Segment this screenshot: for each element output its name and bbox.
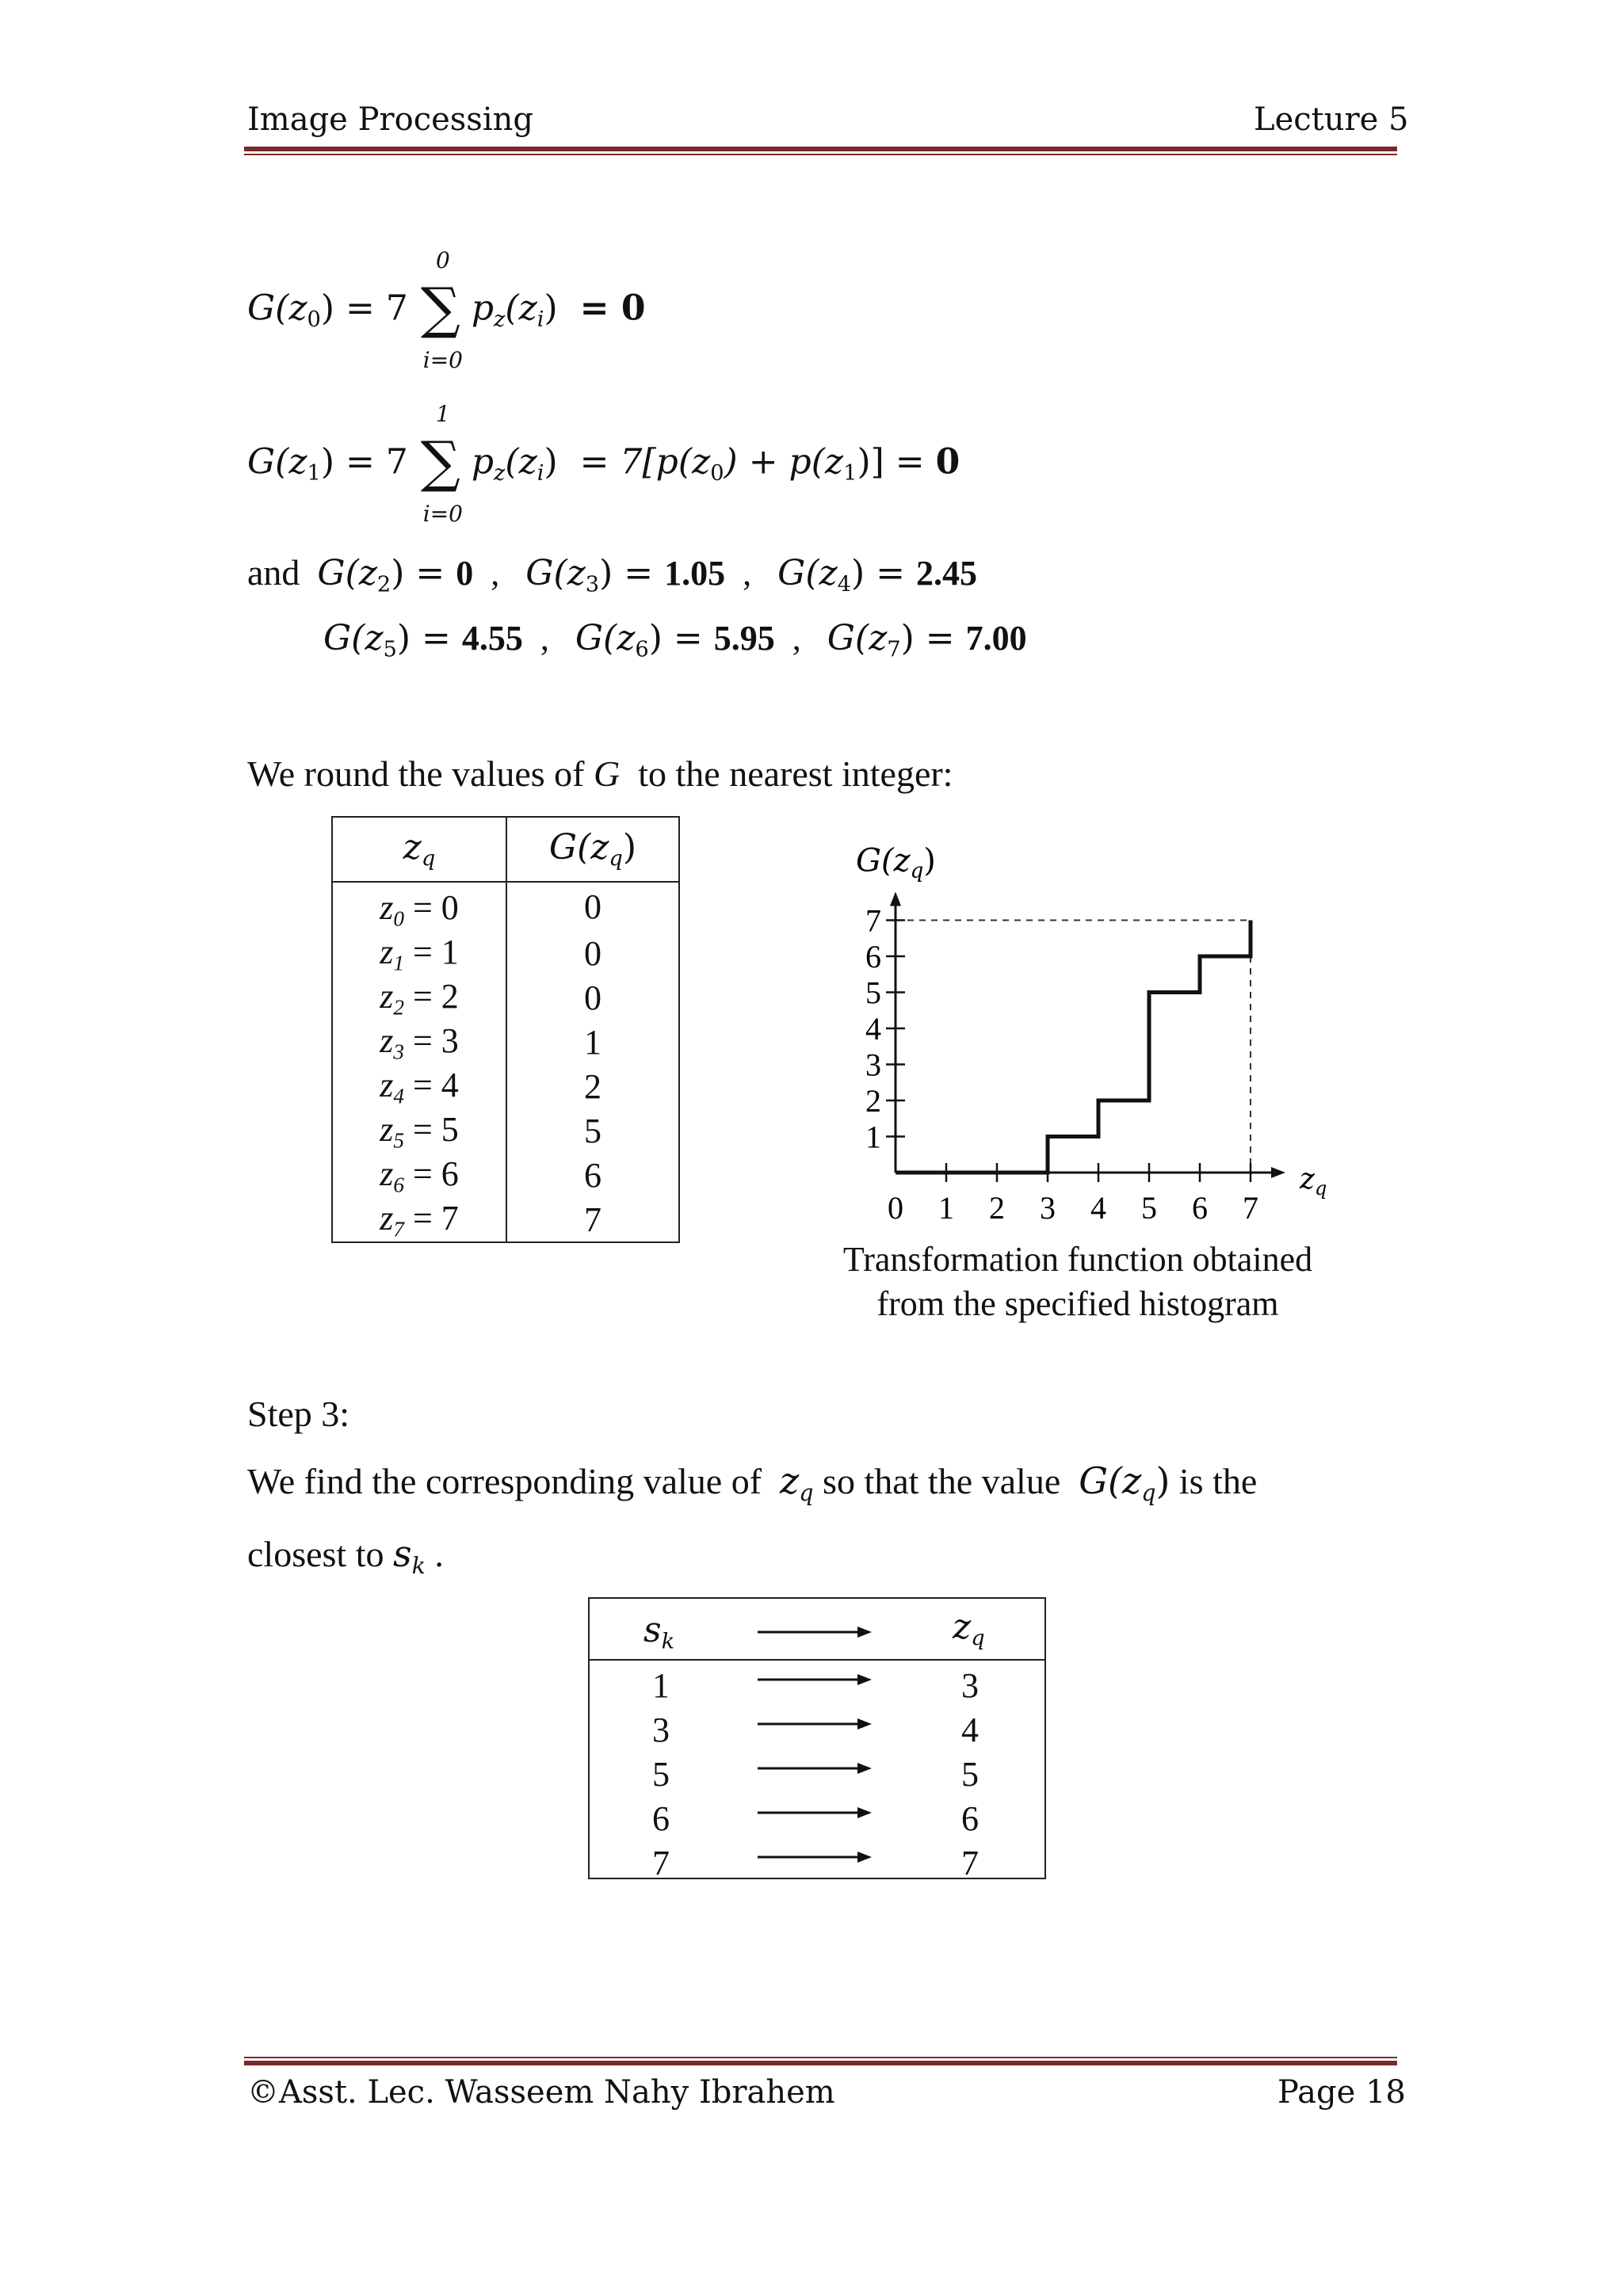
arrow-icon bbox=[756, 1849, 875, 1865]
x-tick-label: 7 bbox=[1243, 1190, 1258, 1226]
table-row: $z_7 = 7$ 7 bbox=[332, 1198, 679, 1243]
x-tick-label: 2 bbox=[989, 1190, 1005, 1226]
step3-line-2: closest to $s_k$ . bbox=[247, 1532, 444, 1580]
header-rule-thin bbox=[244, 154, 1397, 155]
y-tick-label: 1 bbox=[865, 1119, 881, 1155]
y-tick-label: 3 bbox=[865, 1047, 881, 1083]
y-tick-label: 5 bbox=[865, 974, 881, 1011]
series-line bbox=[896, 921, 1251, 1173]
y-axis-arrow-icon bbox=[890, 892, 901, 906]
arrow-icon bbox=[756, 1716, 875, 1732]
round-text: We round the values of G to the nearest integer: bbox=[247, 753, 953, 794]
chart-caption-line-1: Transformation function obtained bbox=[842, 1240, 1313, 1279]
x-tick-label: 4 bbox=[1090, 1190, 1106, 1226]
equation-g1: $G(z_1) = 7$ 1 ∑ i=0 $p_z(z_i) = 7[p(z_0) + p(z_1)] = 0$ bbox=[247, 401, 960, 527]
y-axis-label: $G(z_q)$ bbox=[856, 842, 936, 883]
mapping-zq-value: 7 bbox=[961, 1844, 979, 1882]
table-row: $z_5 = 5$ 5 bbox=[332, 1109, 679, 1154]
mapping-sk-value: 1 bbox=[652, 1666, 670, 1705]
header-title: Image Processing bbox=[247, 101, 533, 138]
x-tick-label: 6 bbox=[1192, 1190, 1208, 1226]
mapping-sk-value: 5 bbox=[652, 1755, 670, 1794]
sum-symbol: 0 ∑ i=0 bbox=[420, 247, 463, 373]
mapping-sk-value: 6 bbox=[652, 1799, 670, 1838]
step3-line-1: We find the corresponding value of $z_q$ so that the value $G(z_q)$ is the bbox=[247, 1459, 1258, 1507]
g-table-head-gzq: $G(z_q)$ bbox=[548, 827, 637, 871]
mapping-sk-value: 7 bbox=[652, 1844, 670, 1882]
arrow-icon bbox=[756, 1760, 875, 1776]
footer-rule-thin bbox=[244, 2057, 1397, 2058]
x-tick-label: 1 bbox=[938, 1190, 954, 1226]
x-tick-label: 0 bbox=[888, 1190, 903, 1226]
g-table bbox=[331, 816, 680, 1243]
y-tick-label: 4 bbox=[865, 1011, 881, 1047]
header-rule-thick bbox=[244, 147, 1397, 151]
transformation-chart bbox=[792, 816, 1347, 1244]
equation-line-3: and $G(z_2) = 0$ , $G(z_3) = 1.05$ , $G(z_4) = 2.45$ bbox=[247, 552, 978, 597]
step3-title: Step 3: bbox=[247, 1394, 350, 1434]
footer-page-number: Page 18 bbox=[1277, 2074, 1406, 2111]
chart-caption bbox=[761, 1238, 1395, 1326]
mapping-zq-value: 6 bbox=[961, 1799, 979, 1838]
g-table-head-zq: $z_q$ bbox=[332, 817, 506, 882]
table-row: $z_2 = 2$ 0 bbox=[332, 976, 679, 1020]
table-row: $z_4 = 4$ 2 bbox=[332, 1065, 679, 1109]
arrow-icon bbox=[756, 1672, 875, 1688]
x-axis-label: $z_q$ bbox=[1300, 1163, 1327, 1199]
chart-caption-line-2: from the specified histogram bbox=[876, 1284, 1279, 1323]
header-lecture: Lecture 5 bbox=[1254, 101, 1409, 138]
mapping-head-zq: $z_q$ bbox=[953, 1607, 985, 1651]
mapping-zq-value: 5 bbox=[961, 1755, 979, 1794]
equation-line-4: $G(z_5) = 4.55$ , $G(z_6) = 5.95$ , $G(z_7) = 7.00$ bbox=[323, 618, 1027, 662]
arrow-icon bbox=[756, 1624, 875, 1640]
mapping-table-divider bbox=[590, 1659, 1044, 1661]
x-axis-arrow-icon bbox=[1271, 1167, 1285, 1178]
y-tick-label: 6 bbox=[865, 939, 881, 974]
x-tick-label: 5 bbox=[1141, 1190, 1157, 1226]
table-row: $z_3 = 3$ 1 bbox=[332, 1020, 679, 1065]
sum-symbol: 1 ∑ i=0 bbox=[420, 401, 463, 527]
equation-g0: $G(z_0) = 7$ 0 ∑ i=0 $p_z(z_i) = 0$ bbox=[247, 247, 646, 373]
footer-rule-thick bbox=[244, 2061, 1397, 2065]
mapping-head-sk: $s_k$ bbox=[643, 1610, 675, 1654]
y-tick-label: 2 bbox=[865, 1083, 881, 1119]
mapping-zq-value: 3 bbox=[961, 1666, 979, 1705]
table-row: $z_0 = 0$ 0 bbox=[332, 882, 679, 932]
footer-author: ©Asst. Lec. Wasseem Nahy Ibrahem bbox=[247, 2074, 835, 2111]
table-row: $z_6 = 6$ 6 bbox=[332, 1154, 679, 1198]
arrow-icon bbox=[756, 1805, 875, 1821]
x-tick-label: 3 bbox=[1040, 1190, 1056, 1226]
mapping-sk-value: 3 bbox=[652, 1711, 670, 1749]
mapping-zq-value: 4 bbox=[961, 1711, 979, 1749]
table-row: $z_1 = 1$ 0 bbox=[332, 932, 679, 976]
y-tick-label: 7 bbox=[865, 902, 881, 939]
mapping-table bbox=[588, 1597, 1046, 1882]
